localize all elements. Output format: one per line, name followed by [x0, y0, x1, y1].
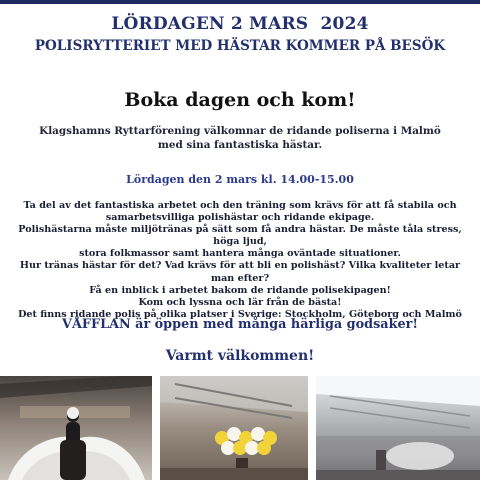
- body-text: [14, 200, 466, 321]
- event-date-title: LÖRDAGEN 2 MARS 2024: [111, 14, 369, 34]
- photo-indoor-arena: [316, 376, 480, 480]
- intro-paragraph: Klagshamns Ryttarförening välkomnar de ridande poliserna i Malmö med sina fantastiska hästar.: [39, 125, 441, 151]
- body-line: Polishästarna måste miljötränas på sätt som få andra hästar. De måste tåla stress, höga ljud,: [18, 224, 462, 248]
- body-line: stora folkmassor samt hantera många oväntade situationer.: [79, 248, 401, 260]
- body-line: Ta del av det fantastiska arbetet och den träning som krävs för att få stabila och: [23, 200, 457, 211]
- body-line: samarbetsvilliga polishästar och ridande ekipage.: [105, 212, 375, 224]
- photo-arena-balloons: [160, 376, 308, 480]
- welcome-text: Varmt välkommen!: [165, 348, 315, 364]
- body-line: Få en inblick i arbetet bakom de ridande polisekipagen!: [89, 284, 391, 296]
- headline: Boka dagen och kom!: [124, 89, 356, 111]
- body-line: Kom och lyssna och lär från de bästa!: [138, 296, 342, 308]
- body-line: Det finns ridande polis på olika platser i Sverige: Stockholm, Göteborg och Malmö: [18, 308, 462, 320]
- waffle-cafe-note: VÅFFLAN är öppen med många härliga godsaker!: [62, 317, 418, 332]
- photo-riding-arena-tarp: [0, 376, 152, 480]
- body-line: Hur tränas hästar för det? Vad krävs för att bli en polishäst? Vilka kvaliteter letar man efter?: [19, 260, 461, 284]
- event-time: Lördagen den 2 mars kl. 14.00-15.00: [126, 173, 354, 186]
- event-subtitle: POLISRYTTERIET MED HÄSTAR KOMMER PÅ BESÖK: [34, 38, 446, 54]
- top-border-rule: [0, 0, 480, 4]
- photo-strip: [0, 376, 480, 480]
